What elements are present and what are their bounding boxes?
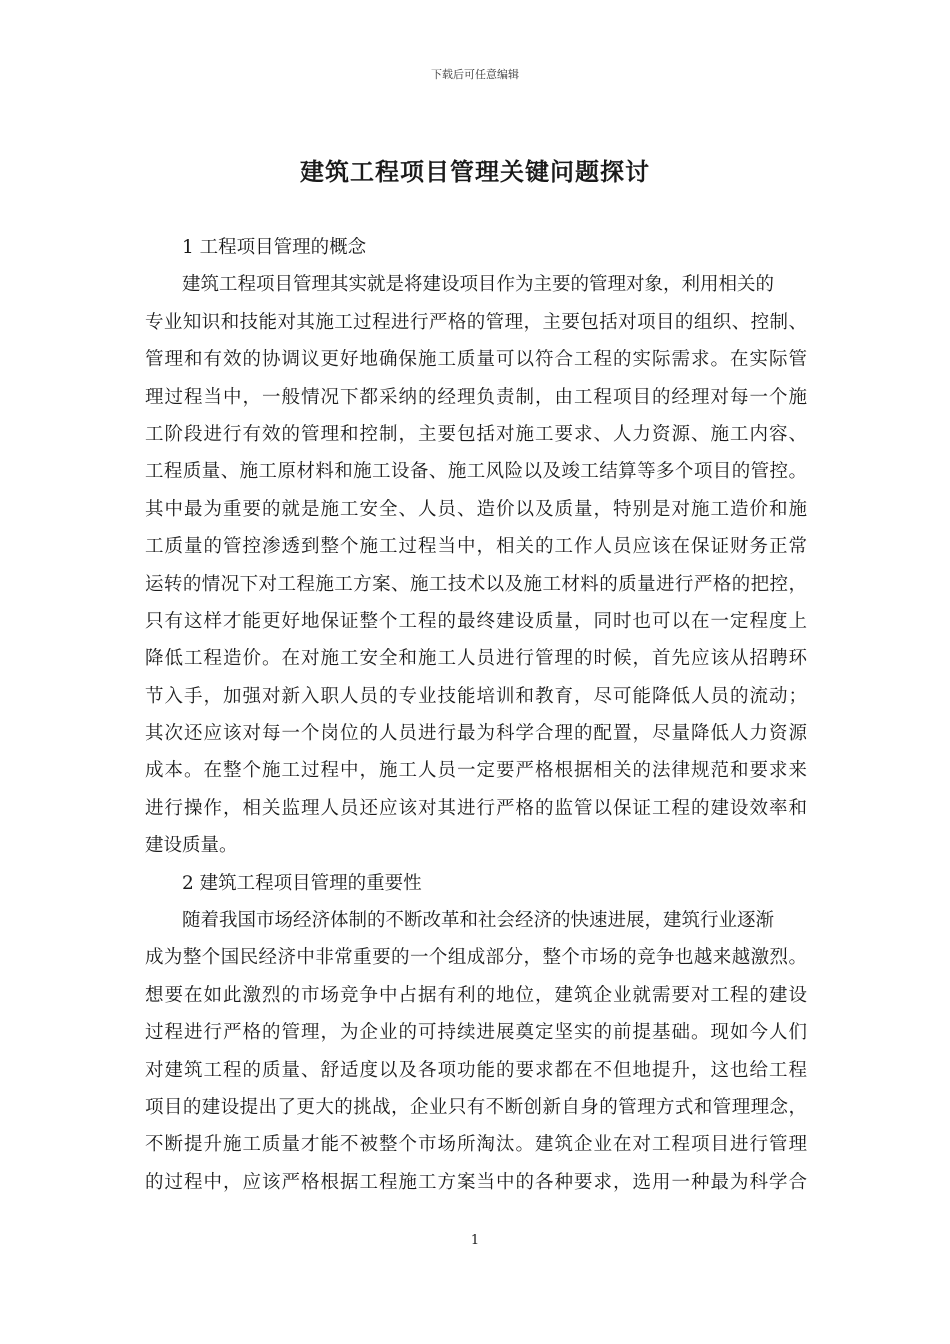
text-line: 其中最为重要的就是施工安全、人员、造价以及质量，特别是对施工造价和施 — [145, 498, 807, 520]
section-heading: 2 建筑工程项目管理的重要性 — [182, 872, 422, 894]
document-title: 建筑工程项目管理关键问题探讨 — [300, 157, 650, 186]
text-line: 工阶段进行有效的管理和控制，主要包括对施工要求、人力资源、施工内容、 — [145, 423, 807, 445]
page-number: 1 — [470, 1233, 480, 1248]
text-line: 成为整个国民经济中非常重要的一个组成部分，整个市场的竞争也越来越激烈。 — [145, 947, 807, 969]
text-line: 过程进行严格的管理，为企业的可持续进展奠定坚实的前提基础。现如今人们 — [145, 1022, 807, 1044]
section-heading: 1 工程项目管理的概念 — [182, 237, 367, 258]
text-line: 节入手，加强对新入职人员的专业技能培训和教育，尽可能降低人员的流动； — [145, 685, 807, 707]
text-line: 不断提升施工质量才能不被整个市场所淘汰。建筑企业在对工程项目进行管理 — [145, 1134, 807, 1156]
text-line: 随着我国市场经济体制的不断改革和社会经济的快速进展，建筑行业逐渐 — [182, 910, 775, 932]
text-line: 工程质量、施工原材料和施工设备、施工风险以及竣工结算等多个项目的管控。 — [145, 461, 807, 483]
text-line: 成本。在整个施工过程中，施工人员一定要严格根据相关的法律规范和要求来 — [145, 760, 807, 782]
text-line: 建设质量。 — [145, 835, 238, 857]
text-line: 进行操作，相关监理人员还应该对其进行严格的监管以保证工程的建设效率和 — [145, 797, 807, 819]
text-line: 对建筑工程的质量、舒适度以及各项功能的要求都在不但地提升，这也给工程 — [145, 1059, 807, 1081]
text-line: 项目的建设提出了更大的挑战，企业只有不断创新自身的管理方式和管理理念， — [145, 1096, 807, 1118]
text-line: 的过程中，应该严格根据工程施工方案当中的各种要求，选用一种最为科学合 — [145, 1171, 807, 1193]
text-line: 工质量的管控渗透到整个施工过程当中，相关的工作人员应该在保证财务正常 — [145, 536, 807, 558]
text-line: 想要在如此激烈的市场竞争中占据有利的地位，建筑企业就需要对工程的建设 — [145, 984, 807, 1006]
text-line: 只有这样才能更好地保证整个工程的最终建设质量，同时也可以在一定程度上 — [145, 610, 807, 632]
text-line: 专业知识和技能对其施工过程进行严格的管理，主要包括对项目的组织、控制、 — [145, 311, 807, 333]
text-line: 管理和有效的协调议更好地确保施工质量可以符合工程的实际需求。在实际管 — [145, 349, 807, 371]
text-line: 其次还应该对每一个岗位的人员进行最为科学合理的配置，尽量降低人力资源 — [145, 723, 807, 745]
text-line: 运转的情况下对工程施工方案、施工技术以及施工材料的质量进行严格的把控， — [145, 573, 807, 595]
header-note: 下载后可任意编辑 — [431, 68, 519, 81]
body-text — [145, 229, 807, 1201]
text-line: 理过程当中，一般情况下都采纳的经理负责制，由工程项目的经理对每一个施 — [145, 386, 807, 408]
text-line: 降低工程造价。在对施工安全和施工人员进行管理的时候，首先应该从招聘环 — [145, 648, 807, 670]
text-line: 建筑工程项目管理其实就是将建设项目作为主要的管理对象，利用相关的 — [182, 274, 775, 296]
